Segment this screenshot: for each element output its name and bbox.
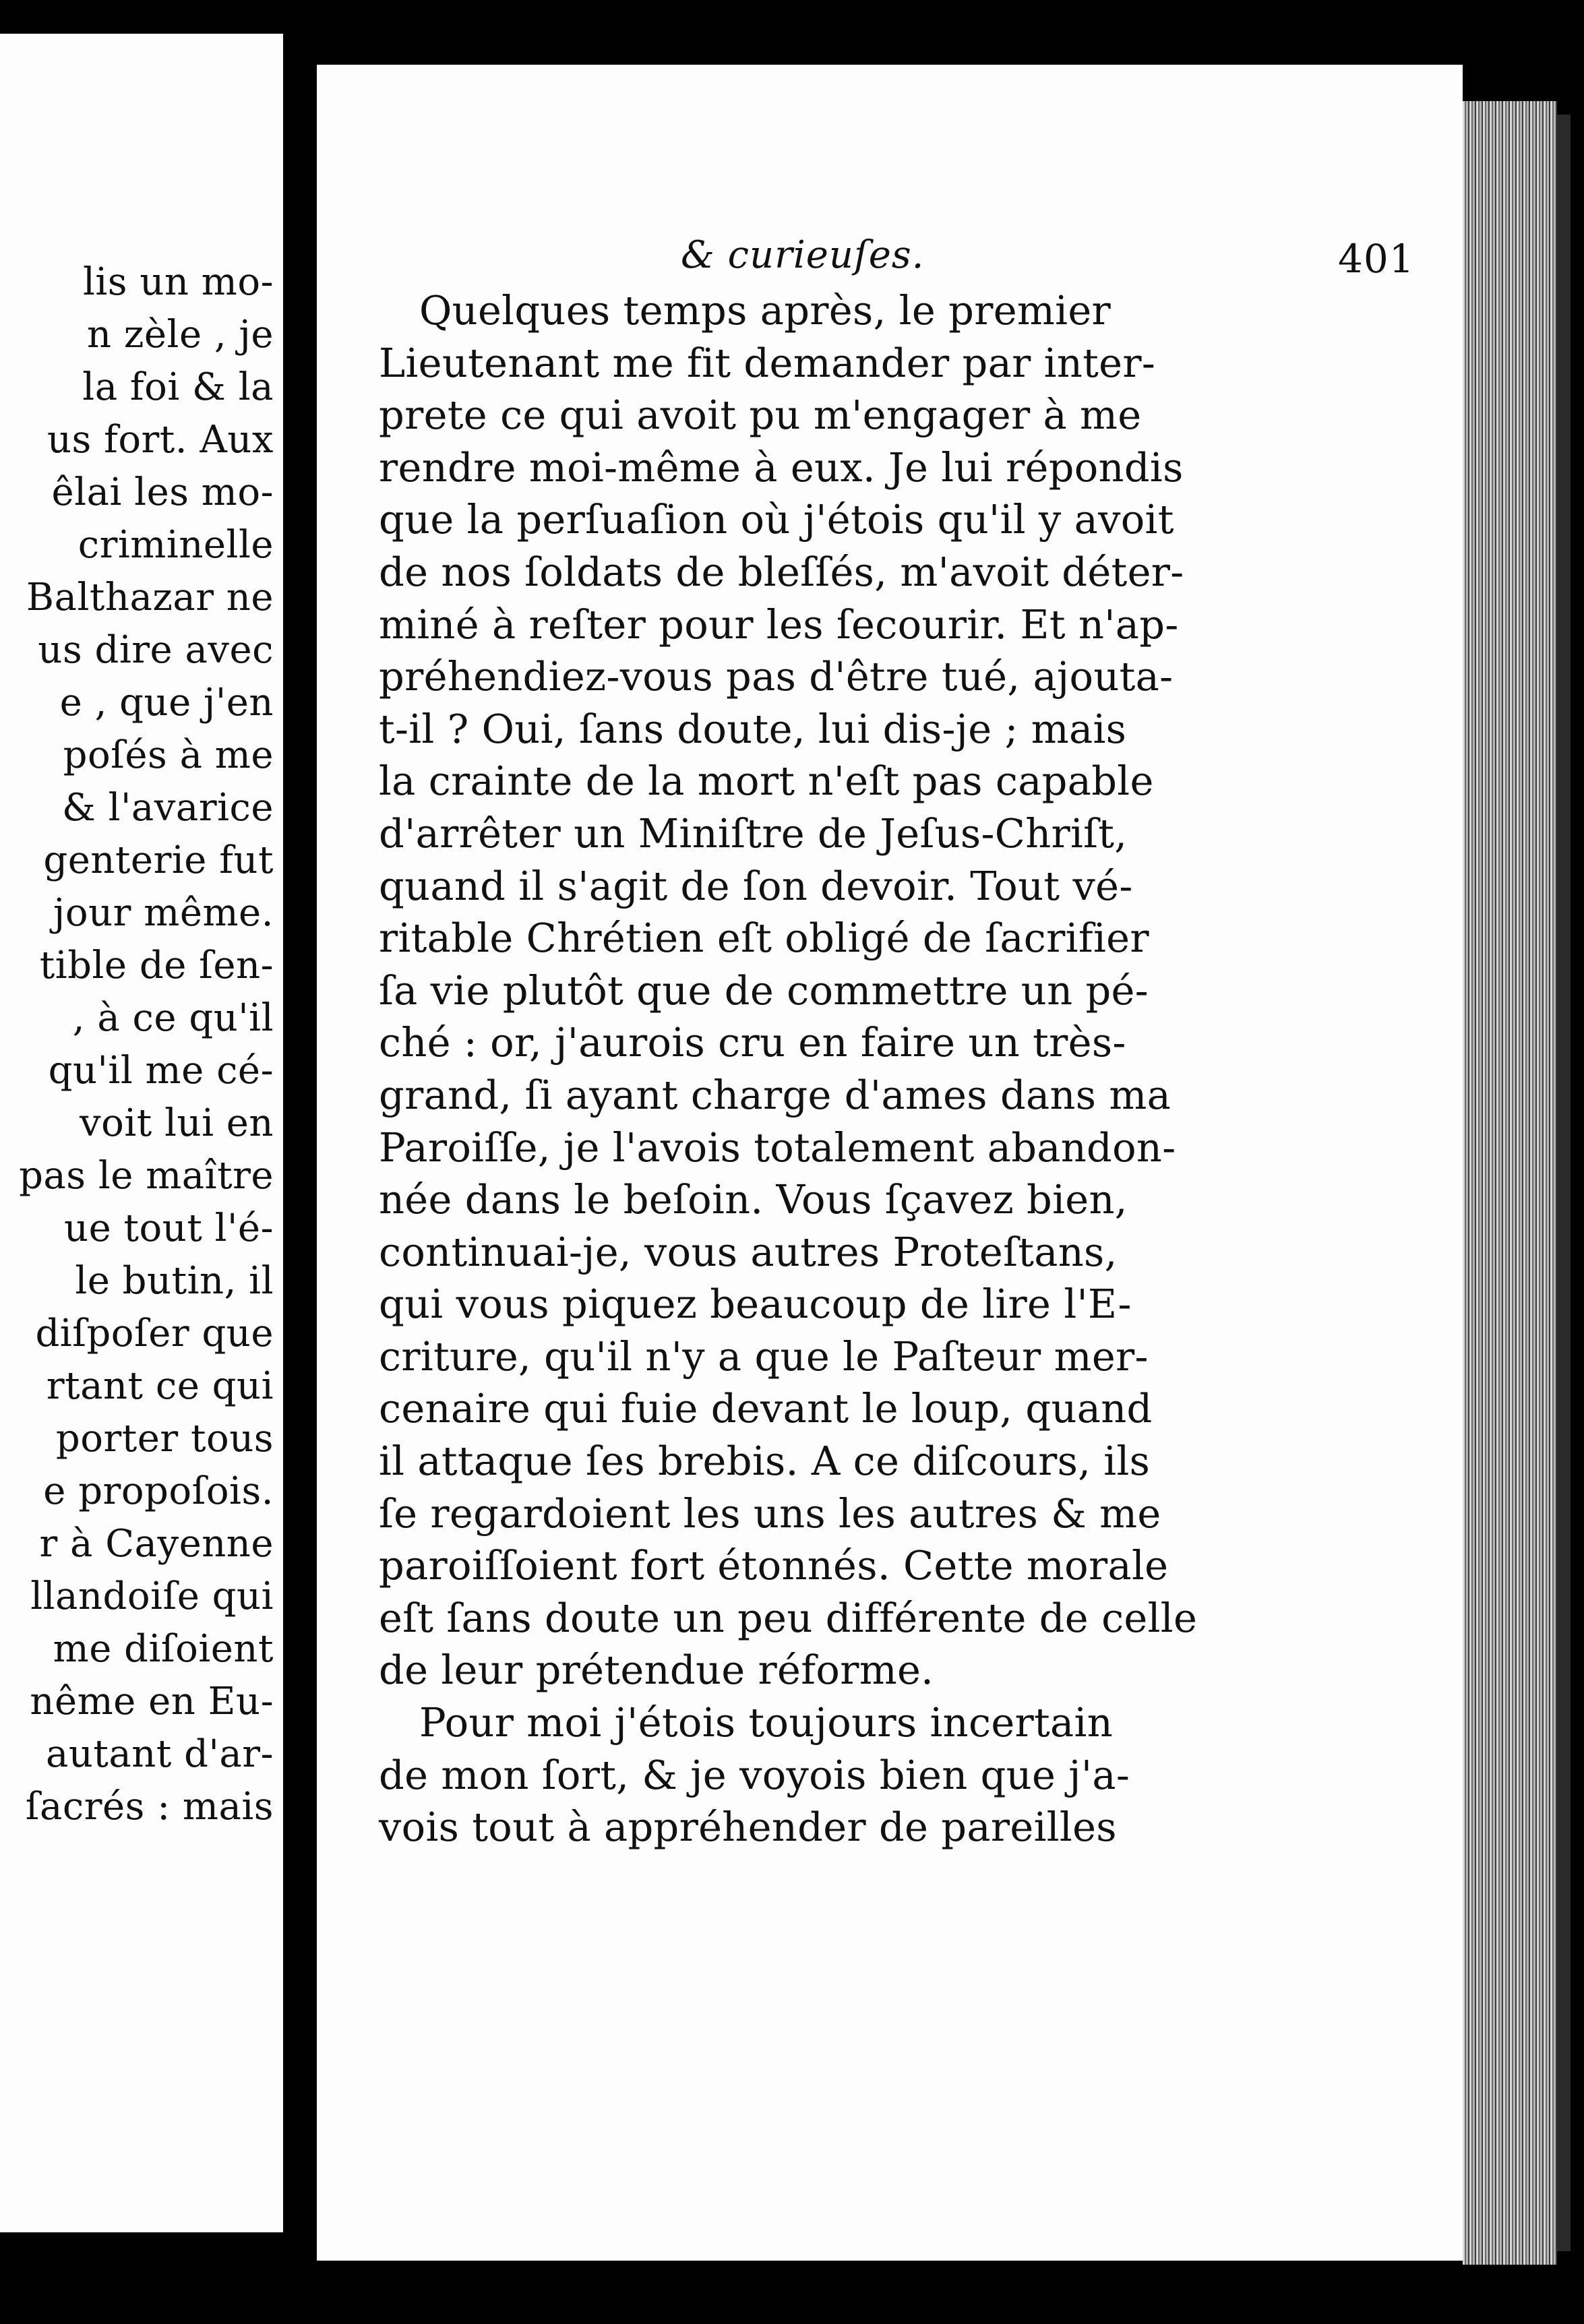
left-page-line: voit lui en: [80, 1101, 274, 1145]
text-line: de mon ſort, & je voyois bien que j'a-: [379, 1751, 1130, 1798]
text-line: ſa vie plutôt que de commettre un pé-: [379, 967, 1149, 1014]
text-line: Pour moi j'étois toujours incertain: [419, 1699, 1113, 1746]
left-page-line: us dire avec: [38, 628, 274, 672]
text-line: t-il ? Oui, ſans doute, lui dis-je ; mais: [379, 705, 1127, 752]
left-page-line: le butin, il: [75, 1259, 274, 1303]
text-line: rendre moi-même à eux. Je lui répondis: [379, 444, 1184, 491]
text-line: Paroiſſe, je l'avois totalement abandon-: [379, 1124, 1176, 1171]
left-facing-page: [0, 34, 283, 2232]
text-line: Lieutenant me fit demander par inter-: [379, 339, 1156, 386]
text-line: vois tout à appréhender de pareilles: [379, 1804, 1117, 1851]
left-page-line: êlai les mo-: [51, 470, 274, 514]
book-gutter: [283, 0, 317, 2324]
text-line: prete ce qui avoit pu m'engager à me: [379, 392, 1142, 439]
text-line: d'arrêter un Miniſtre de Jeſus-Chriſt,: [379, 809, 1128, 857]
left-page-line: lis un mo-: [82, 260, 274, 304]
left-page-line: poſés à me: [63, 733, 274, 777]
text-line: la crainte de la mort n'eſt pas capable: [379, 758, 1154, 805]
text-line: continuai-je, vous autres Proteſtans,: [379, 1228, 1118, 1275]
left-page-line: llandoiſe qui: [30, 1574, 274, 1618]
running-head: & curieuſes.: [681, 233, 925, 277]
body-text: [379, 284, 1463, 1854]
text-line: Quelques temps après, le premier: [419, 287, 1111, 334]
left-page-line: me diſoient: [53, 1627, 274, 1671]
main-page: [317, 65, 1463, 2261]
left-page-line: genterie fut: [43, 838, 274, 882]
left-page-line: diſpoſer que: [35, 1312, 274, 1355]
text-line: il attaque ſes brebis. A ce diſcours, ils: [379, 1438, 1151, 1485]
left-page-line: porter tous: [55, 1417, 274, 1461]
left-page-line: Balthazar ne: [26, 576, 274, 619]
left-page-line: r à Cayenne: [39, 1522, 274, 1566]
text-line: ſe regardoient les uns les autres & me: [379, 1490, 1161, 1537]
left-page-line: pas le maître: [19, 1154, 274, 1198]
text-line: eſt ſans doute un peu différente de celle: [379, 1594, 1198, 1641]
text-line: de leur prétendue réforme.: [379, 1647, 934, 1694]
left-page-line: ſacrés : mais: [25, 1785, 274, 1829]
left-page-line: rtant ce qui: [46, 1364, 274, 1408]
left-page-line: criminelle: [78, 523, 274, 567]
text-line: grand, ſi ayant charge d'ames dans ma: [379, 1071, 1171, 1118]
text-line: née dans le beſoin. Vous ſçavez bien,: [379, 1176, 1128, 1223]
left-page-line: e propoſois.: [43, 1469, 274, 1513]
left-page-line: , à ce qu'il: [72, 996, 274, 1040]
left-page-line: la foi & la: [82, 365, 274, 409]
left-page-line: ue tout l'é-: [64, 1206, 274, 1250]
left-page-line: autant d'ar-: [45, 1732, 274, 1776]
text-line: paroiſſoient fort étonnés. Cette morale: [379, 1542, 1169, 1589]
left-page-line: tible de ſen-: [39, 944, 274, 987]
text-line: cenaire qui fuie devant le loup, quand: [379, 1385, 1153, 1432]
text-line: qui vous piquez beaucoup de lire l'E-: [379, 1281, 1132, 1328]
text-line: miné à reſter pour les ſecourir. Et n'ap-: [379, 601, 1179, 648]
left-page-line: jour même.: [53, 891, 274, 935]
left-page-line: n zèle , je: [87, 313, 274, 357]
text-line: criture, qu'il n'y a que le Paſteur mer-: [379, 1333, 1149, 1380]
left-page-line: & l'avarice: [61, 786, 274, 830]
text-line: ché : or, j'aurois cru en faire un très-: [379, 1019, 1126, 1066]
left-page-text: [0, 256, 274, 1833]
left-page-line: us fort. Aux: [47, 418, 274, 462]
left-page-line: qu'il me cé-: [48, 1049, 274, 1093]
text-line: quand il s'agit de ſon devoir. Tout vé-: [379, 862, 1133, 909]
text-line: de nos ſoldats de bleſſés, m'avoit déter-: [379, 548, 1184, 595]
text-line: que la perſuaſion où j'étois qu'il y avoit: [379, 496, 1174, 543]
text-line: préhendiez-vous pas d'être tué, ajouta-: [379, 653, 1174, 700]
page-edges: [1463, 101, 1557, 2265]
left-page-line: e , que j'en: [59, 681, 274, 725]
page-edges-shadow: [1557, 115, 1571, 2251]
page-number: 401: [1338, 236, 1415, 282]
text-line: ritable Chrétien eſt obligé de ſacrifier: [379, 915, 1149, 962]
left-page-line: nême en Eu-: [30, 1680, 274, 1723]
